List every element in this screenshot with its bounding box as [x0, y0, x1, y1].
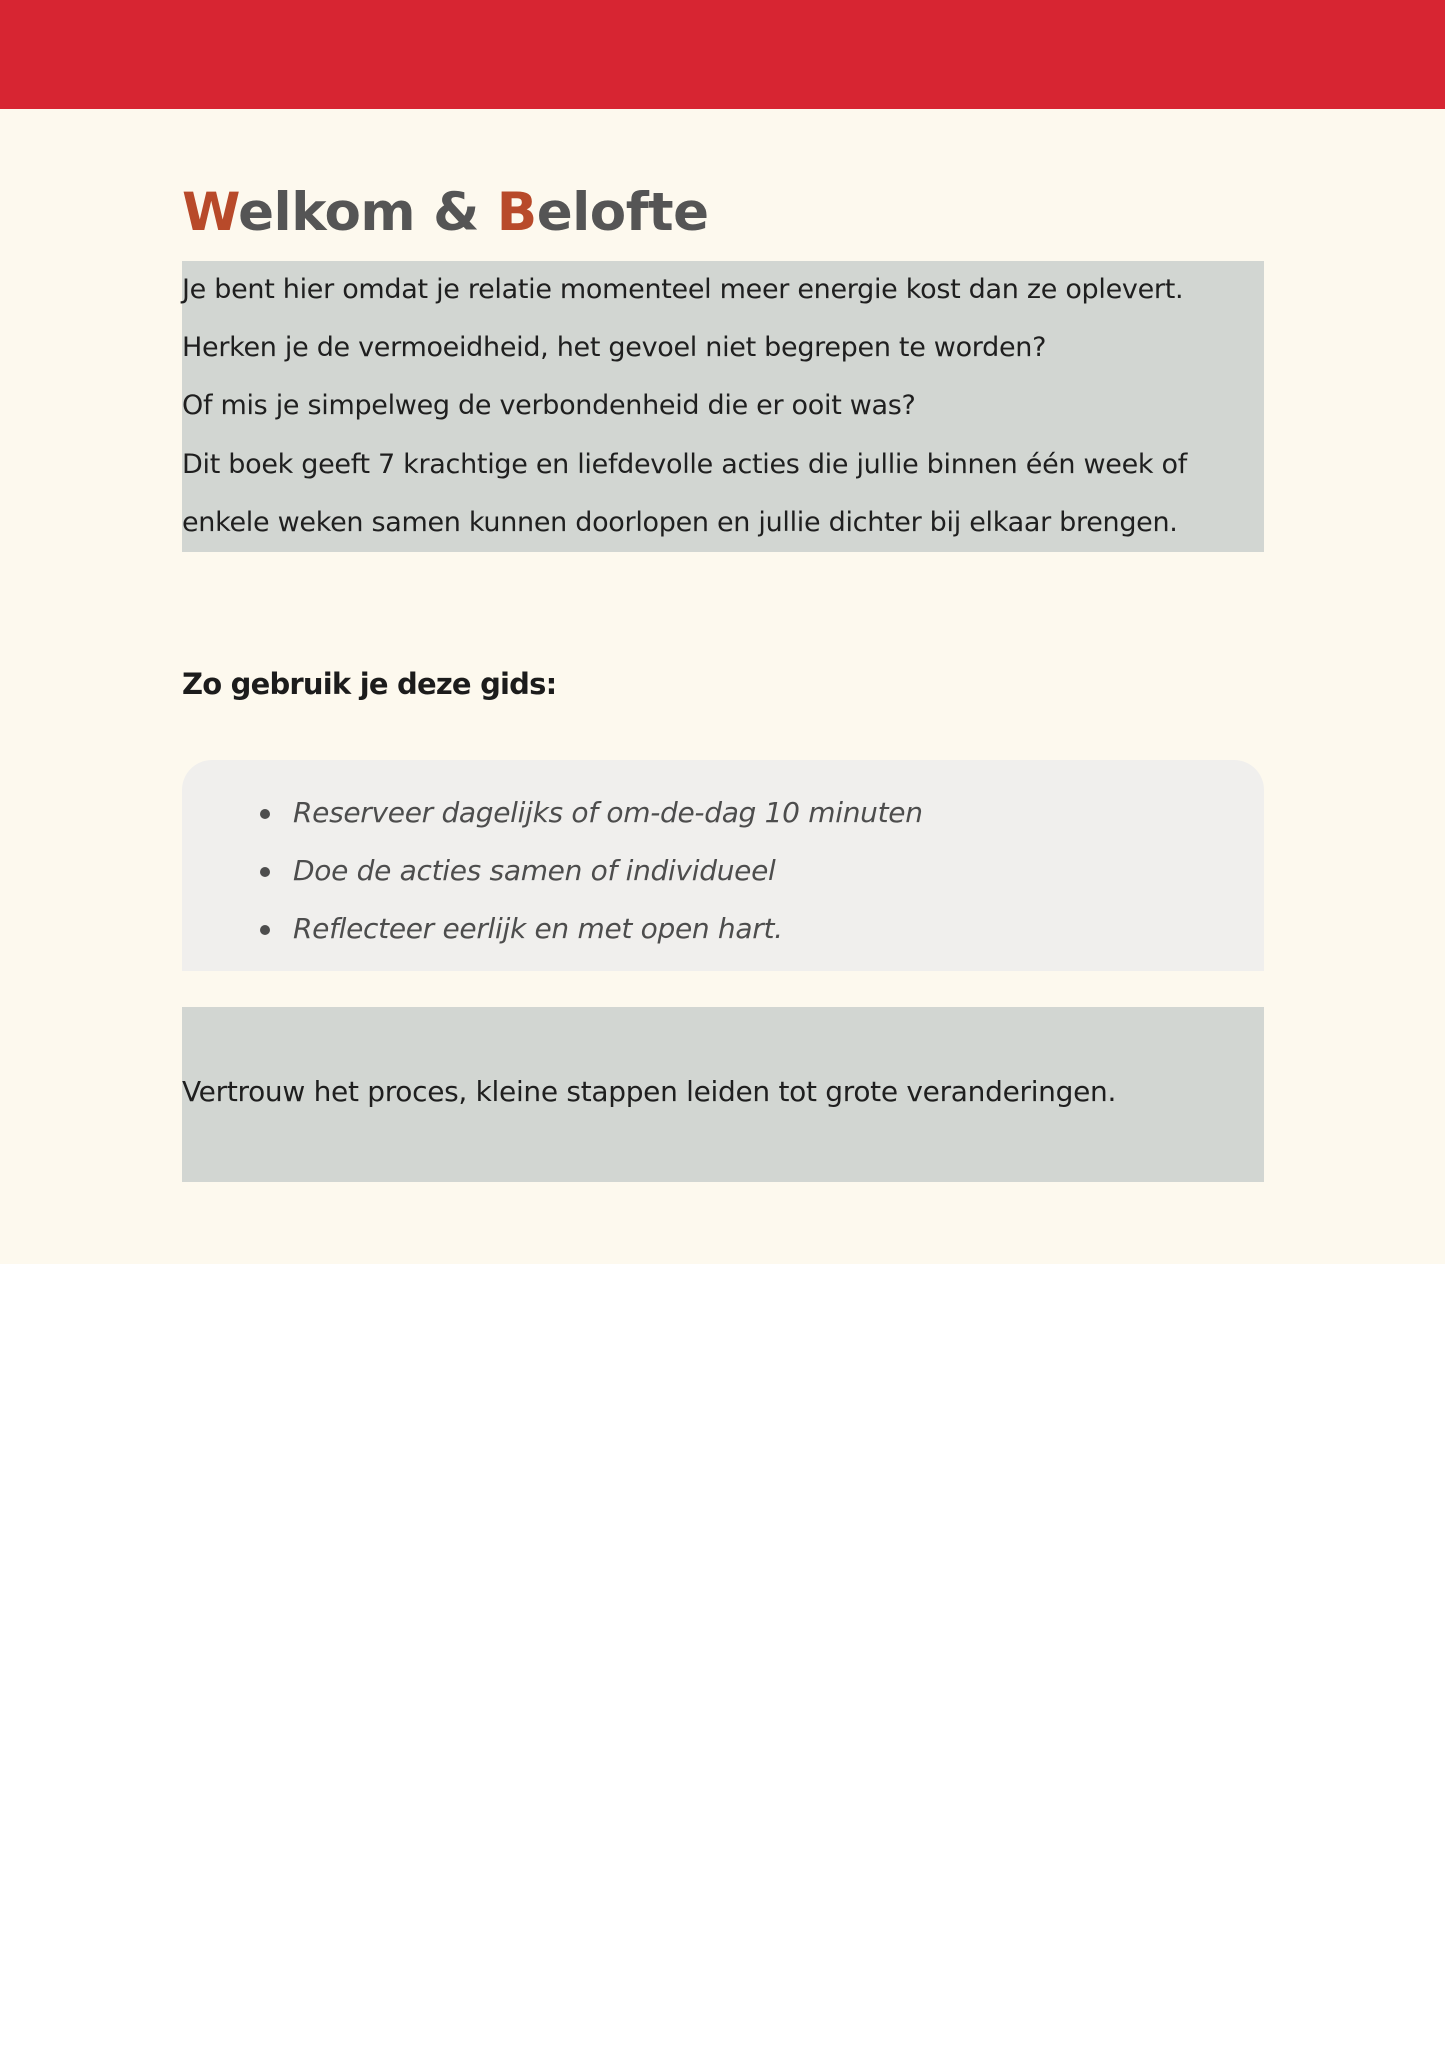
tips-list	[182, 760, 1264, 958]
intro-line: enkele weken samen kunnen doorlopen en jullie dichter bij elkaar brengen.	[182, 506, 1178, 538]
tips-box	[182, 760, 1264, 971]
intro-line: Herken je de vermoeidheid, het gevoel niet begrepen te worden?	[182, 332, 1047, 364]
quote-box	[182, 1007, 1264, 1182]
bullet-icon	[260, 925, 270, 935]
intro-text-box	[182, 261, 1264, 552]
bullet-icon	[260, 809, 270, 819]
list-item	[182, 842, 1264, 900]
list-item	[182, 900, 1264, 958]
quote-text: Vertrouw het proces, kleine stappen leiden tot grote veranderingen.	[182, 1075, 1117, 1108]
title-initial-w: W	[182, 182, 239, 243]
title-ampersand: &	[415, 182, 497, 243]
top-color-bar	[0, 0, 1445, 109]
tip-text: Reflecteer eerlijk en met open hart.	[293, 912, 783, 945]
intro-line: Je bent hier omdat je relatie momenteel meer energie kost dan ze oplevert.	[182, 274, 1184, 305]
intro-line: Of mis je simpelweg de verbondenheid die er ooit was?	[182, 390, 916, 422]
title-initial-b: B	[496, 182, 537, 243]
title-word-belofte: elofte	[536, 182, 709, 243]
tip-text: Reserveer dagelijks of om-de-dag 10 minuten	[293, 796, 923, 829]
list-item	[182, 784, 1264, 842]
title-word-welkom: elkom	[238, 182, 416, 243]
guide-heading: Zo gebruik je deze gids:	[182, 667, 557, 701]
bullet-icon	[260, 867, 270, 877]
intro-line: Dit boek geeft 7 krachtige en liefdevolle acties die jullie binnen één week of	[182, 448, 1187, 480]
tip-text: Doe de acties samen of individueel	[293, 854, 776, 887]
page-title	[182, 178, 709, 248]
